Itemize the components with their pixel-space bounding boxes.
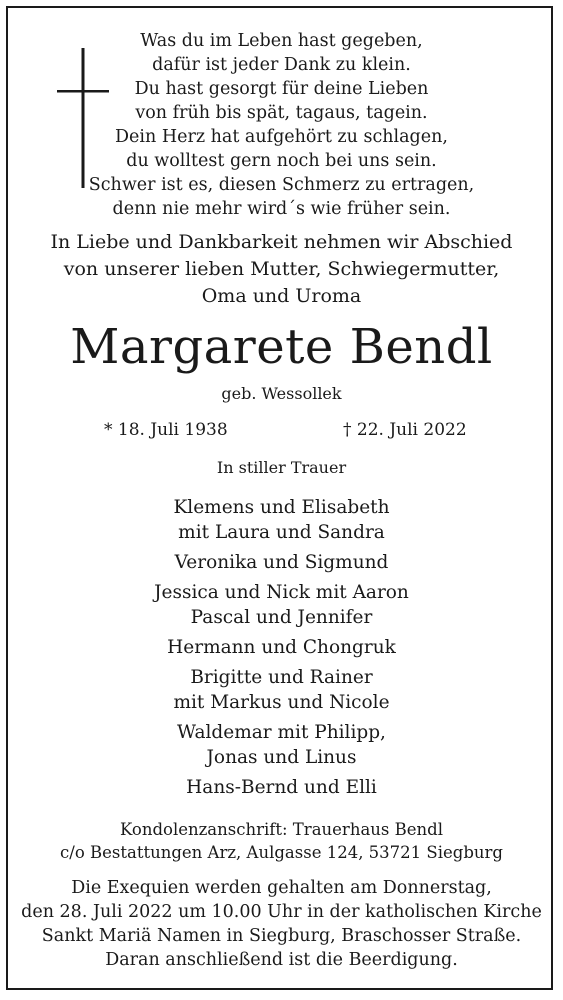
poem bbox=[30, 29, 533, 221]
intro-line: von unserer lieben Mutter, Schwiegermutter, bbox=[63, 258, 500, 280]
mourner-line: Pascal und Jennifer bbox=[190, 607, 373, 628]
intro-line: In Liebe und Dankbarkeit nehmen wir Abschied bbox=[50, 231, 513, 253]
poem-line: du wolltest gern noch bei uns sein. bbox=[126, 151, 437, 171]
service-line: Die Exequien werden gehalten am Donnerstag, bbox=[71, 878, 492, 898]
mourner-line: Hermann und Chongruk bbox=[167, 637, 396, 658]
mourner-line: Hans-Bernd und Elli bbox=[186, 777, 377, 798]
mourner-line: Jessica und Nick mit Aaron bbox=[154, 582, 409, 603]
service-line: Sankt Mariä Namen in Siegburg, Braschosser Straße. bbox=[41, 926, 522, 946]
poem-line: dafür ist jeder Dank zu klein. bbox=[152, 55, 411, 75]
mourner-line: Veronika und Sigmund bbox=[174, 552, 389, 573]
farewell-intro bbox=[0, 229, 563, 310]
maiden-name: geb. Wessollek bbox=[221, 384, 342, 403]
poem-line: denn nie mehr wird´s wie früher sein. bbox=[112, 199, 451, 219]
service-line: Daran anschließend ist die Beerdigung. bbox=[105, 950, 458, 970]
condolence-line: Kondolenzanschrift: Trauerhaus Bendl bbox=[120, 820, 443, 839]
mourner-line: mit Markus und Nicole bbox=[173, 692, 390, 713]
poem-line: Dein Herz hat aufgehört zu schlagen, bbox=[115, 127, 448, 147]
mourner-group bbox=[0, 665, 563, 715]
service-info bbox=[0, 876, 563, 972]
mourner-line: Brigitte und Rainer bbox=[190, 667, 373, 688]
mourner-group bbox=[0, 775, 563, 800]
condolence-address bbox=[0, 818, 563, 864]
poem-line: Was du im Leben hast gegeben, bbox=[140, 31, 423, 51]
mourner-line: mit Laura und Sandra bbox=[178, 522, 385, 543]
condolence-line: c/o Bestattungen Arz, Aulgasse 124, 53721 Siegburg bbox=[60, 843, 503, 862]
mourner-line: Jonas und Linus bbox=[206, 747, 357, 768]
intro-line: Oma und Uroma bbox=[201, 285, 362, 307]
deceased-name: Margarete Bendl bbox=[70, 319, 493, 375]
mourner-line: Klemens und Elisabeth bbox=[173, 497, 390, 518]
mourner-group bbox=[0, 550, 563, 575]
mourner-group bbox=[0, 720, 563, 770]
mourning-header: In stiller Trauer bbox=[216, 458, 347, 477]
mourner-line: Waldemar mit Philipp, bbox=[177, 722, 386, 743]
poem-line: von früh bis spät, tagaus, tagein. bbox=[135, 103, 428, 123]
mourner-group bbox=[0, 635, 563, 660]
mourners-list bbox=[0, 495, 563, 805]
service-line: den 28. Juli 2022 um 10.00 Uhr in der katholischen Kirche bbox=[21, 902, 542, 922]
mourner-group bbox=[0, 495, 563, 545]
death-date: † 22. Juli 2022 bbox=[343, 420, 467, 440]
mourner-group bbox=[0, 580, 563, 630]
poem-line: Du hast gesorgt für deine Lieben bbox=[134, 79, 429, 99]
birth-date: * 18. Juli 1938 bbox=[104, 420, 228, 440]
poem-line: Schwer ist es, diesen Schmerz zu ertragen, bbox=[88, 175, 475, 195]
